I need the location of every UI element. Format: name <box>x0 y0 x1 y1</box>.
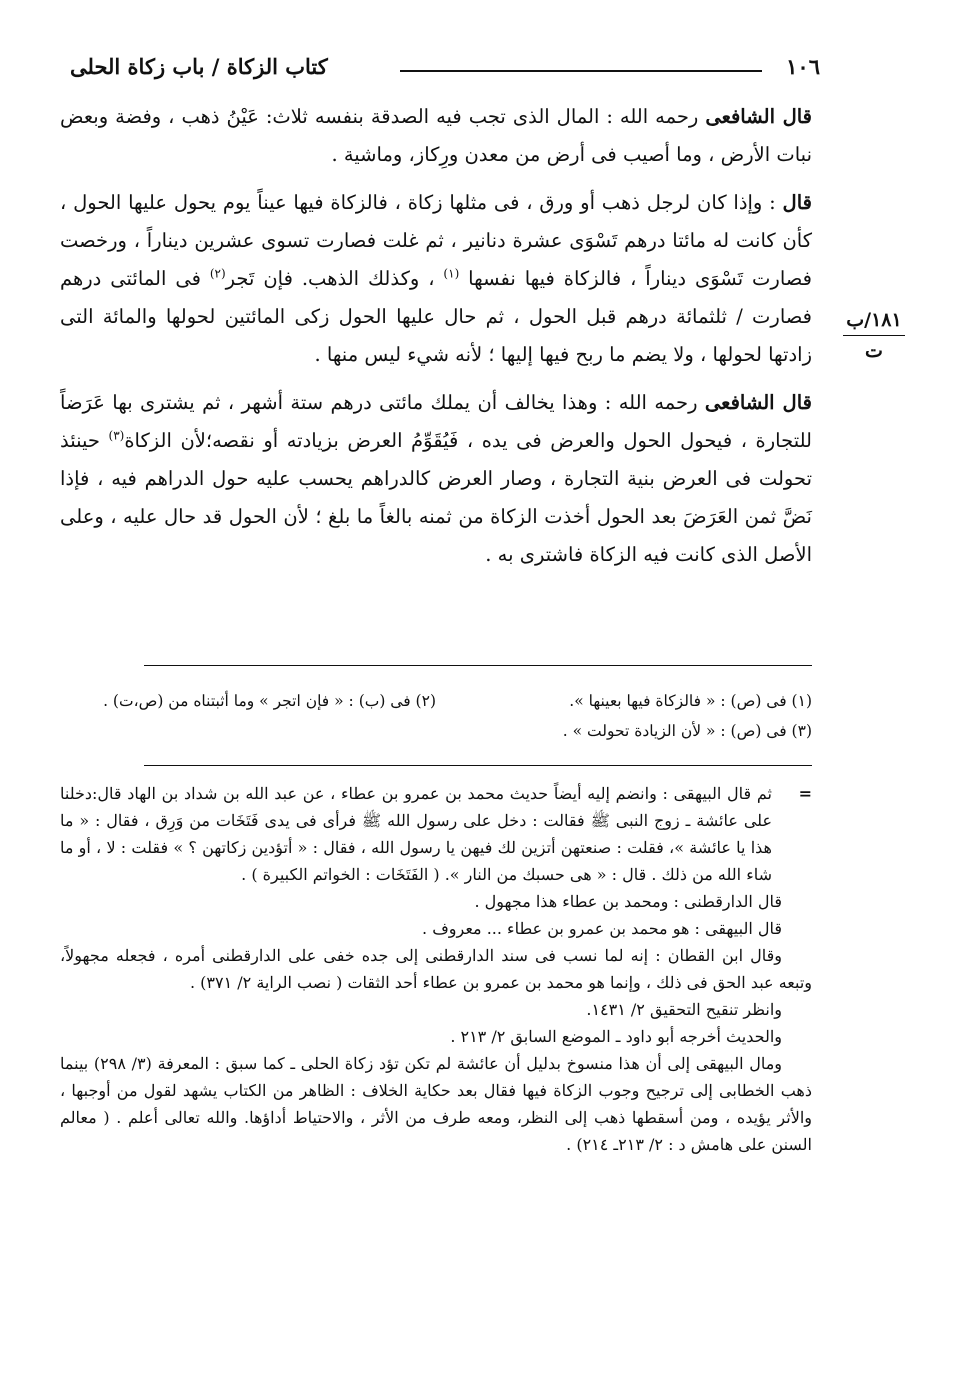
header-rule <box>400 70 762 72</box>
paragraph-3 <box>60 384 812 574</box>
footnote-ref-3[interactable]: (٣) <box>108 428 125 443</box>
paragraph-text: رحمه الله : وهذا يخالف أن يملك مائتى درهم ستة أشهر ، ثم يشترى بها عَرَضاً للتجارة ، فيحول الحول والعرض فى يده ، فَيُقَوِّمُ العرض بزيادته أو نقصه؛لأن الزكاة <box>60 391 812 452</box>
commentary-line: ثم قال البيهقى : وانضم إليه أيضاً حديث محمد بن عمرو بن عطاء ، عن عبد الله بن شداد بن الهاد قال:دخلنا على عائشة ـ زوج النبى ﷺ فقالت : دخل على رسول الله ﷺ فرأى فى يدى فَتَخَات من وَرِق ، فقال : « ما هذا يا عائشة »، فقلت : صنعتهن أتزين لك فيهن يا رسول الله ، فقال : « أتؤدين زكاتهن ؟ » فقلت : لا ، أو ما شاء الله من ذلك . قال : « هى حسبك من النار ». ( الفَتَخَات : الخواتم الكبيرة ) . <box>60 784 772 884</box>
commentary-line: وانظر تنقيح التحقيق ٢/ ١٤٣١. <box>586 1000 782 1019</box>
commentary-line: والحديث أخرجه أبو داود ـ الموضع السابق ٢/ ٢١٣ . <box>450 1027 782 1046</box>
footnote-2: (٢) فى (ب) : « فإن اتجر » وما أثبتناه من (ص،ت) . <box>103 692 436 710</box>
footnote-3: (٣) فى (ص) : « لأن الزيادة تحولت » . <box>562 722 812 740</box>
paragraph-lead: قال الشافعى <box>705 105 812 128</box>
footnote-ref-2[interactable]: (٢) <box>209 266 226 281</box>
footnote-separator <box>144 665 812 666</box>
manuscript-folio-note <box>839 305 909 366</box>
paragraph-lead: قال <box>782 191 812 214</box>
manuscript-siglum: ت <box>865 340 883 362</box>
commentary-line: وقال ابن القطان : إنه لما نسب فى سند الدارقطنى إلى جده خفى على الدارقطنى أمره ، فجعله مجهولاً، وتبعه عبد الحق فى ذلك ، وإنما هو محمد بن عمرو بن عطاء أحد الثقات ( نصب الراية ٢/ ٣٧١) . <box>60 946 812 992</box>
footnotes <box>60 686 812 746</box>
running-title: كتاب الزكاة / باب زكاة الحلى <box>70 54 328 79</box>
folio-number: ١٨١/ب <box>846 309 902 331</box>
main-text <box>60 98 812 584</box>
footnote-ref-1[interactable]: (١) <box>443 266 460 281</box>
footnote-row <box>60 716 812 746</box>
commentary-line: ومال البيهقى إلى أن هذا منسوخ بدليل أن عائشة لم تكن تؤد زكاة الحلى ـ كما سبق : المعرفة (٣/ ٢٩٨) بينما ذهب الخطابى إلى ترجيح وجوب الزكاة فيها فقال بعد حكاية الخلاف : الظاهر من الكتاب يشهد لقول من أوجبها ، والأثر يؤيده ، ومن أسقطها ذهب إلى النظر، ومعه طرف من الأثر ، والاحتياط أداؤها. والله تعالى أعلم . ( معالم السنن على هامش د : ٢/ ٢١٣ـ ٢١٤) . <box>60 1054 812 1154</box>
commentary-notes <box>60 780 812 1158</box>
paragraph-lead: قال الشافعى <box>704 391 812 414</box>
page-header <box>60 52 820 86</box>
paragraph-1 <box>60 98 812 174</box>
commentary-line: قال الدارقطنى : ومحمد بن عطاء هذا مجهول . <box>474 892 782 911</box>
paragraph-2 <box>60 184 812 374</box>
footnote-empty-cell <box>60 716 436 746</box>
paragraph-text: فى المائتى درهم فصارت / ثلثمائة درهم قبل الحول ، ثم حال عليها الحول زكى المائتين لحولها والمائة التى زادتها لحولها ، ولا يضم ما ربح فيها إليها ؛ لأنه شيء ليس منها . <box>60 267 812 366</box>
footnote-1: (١) فى (ص) : « فالزكاة فيها بعينها ». <box>569 692 812 710</box>
paragraph-text: رحمه الله : المال الذى تجب فيه الصدقة بنفسه ثلاث: عَيْنُ ذهب ، وفضة وبعض نبات الأرض ، وما أصيب فى أرض من معدن ورِكاز، وماشية . <box>60 105 812 166</box>
continuation-mark: = <box>798 784 812 803</box>
paragraph-text: حينئذ تحولت فى العرض بنية التجارة ، وصار العرض كالدراهم يحسب عليه حول الدراهم فيه ، فإذا نَضَّ ثمن العَرَضَ بعد الحول أخذت الزكاة من ثمنه بالغاً ما بلغ ؛ لأن الحول قد حال عليه ، وعلى الأصل الذى كانت فيه الزكاة فاشترى به . <box>60 429 812 566</box>
commentary-line: قال البيهقى : هو محمد بن عمرو بن عطاء ... معروف . <box>422 919 782 938</box>
paragraph-text: : وإذا كان لرجل ذهب أو ورق ، فى مثلها زكاة ، فالزكاة فيها عيناً يوم يحول عليها الحول ، كأن كانت له مائتا درهم تَسْوَى عشرة دنانير ، ثم غلت فصارت تسوى عشرين ديناراً ، ورخصت فصارت تَسْوَى ديناراً ، فالزكاة فيها نفسها <box>60 191 812 290</box>
page-number: ١٠٦ <box>786 54 820 79</box>
footnote-row <box>60 686 812 716</box>
paragraph-text: ، وكذلك الذهب. فإن تَجر <box>225 267 435 290</box>
commentary-separator <box>144 765 812 766</box>
